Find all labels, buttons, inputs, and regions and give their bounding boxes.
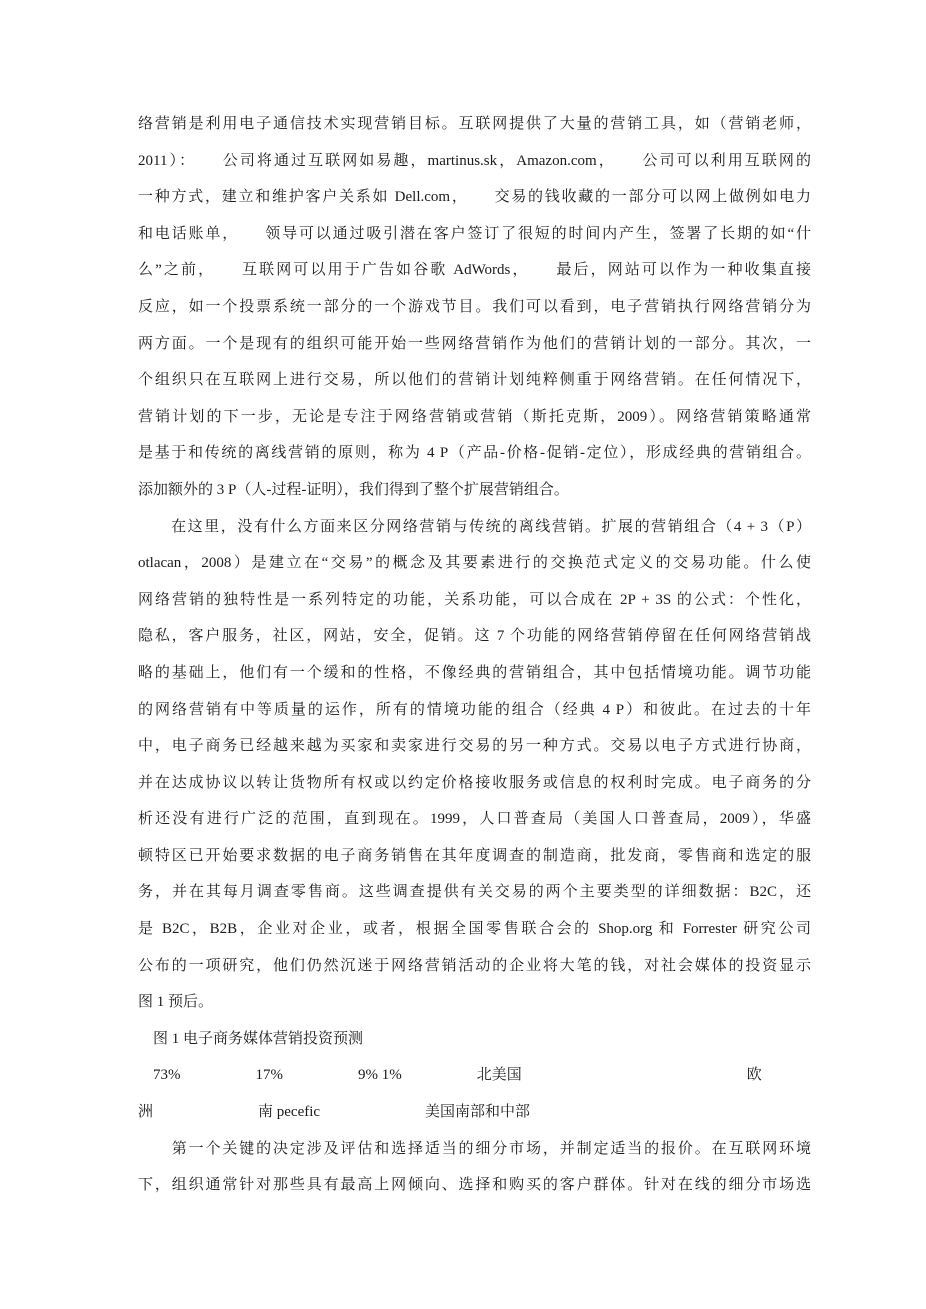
figure1-caption: 图 1 电子商务媒体营销投资预测	[138, 1030, 364, 1047]
doc-line: 析还没有进行广泛的范围，直到现在。1999，人口普查局（美国人口普查局，2009），华盛	[138, 811, 811, 828]
doc-line: 中，电子商务已经越来越为买家和卖家进行交易的另一种方式。交易以电子方式进行协商，	[138, 738, 811, 755]
doc-line: 第一个关键的决定涉及评估和选择适当的细分市场，并制定适当的报价。在互联网环境	[138, 1140, 811, 1157]
doc-line: 络营销是利用电子通信技术实现营销目标。互联网提供了大量的营销工具，如（营销老师，	[138, 116, 811, 132]
document-page	[138, 106, 811, 1204]
doc-line: 公布的一项研究，他们仍然沉迷于网络营销活动的企业将大笔的钱，对社会媒体的投资显示	[138, 957, 811, 974]
doc-line: 一种方式，建立和维护客户关系如 Dell.com， 交易的钱收藏的一部分可以网上做例如电力	[138, 189, 811, 206]
doc-line: 是基于和传统的离线营销的原则，称为 4 P（产品-价格-促销-定位），形成经典的营销组合。	[138, 445, 811, 462]
doc-line: 顿特区已开始要求数据的电子商务销售在其年度调查的制造商，批发商，零售商和选定的服	[138, 847, 811, 864]
figure1-data-row-2: 洲 南 pecefic 美国南部和中部	[138, 1104, 531, 1121]
doc-line: 2011）： 公司将通过互联网如易趣，martinus.sk，Amazon.com， 公司可以利用互联网的	[138, 152, 811, 169]
doc-line: 略的基础上，他们有一个缓和的性格，不像经典的营销组合，其中包括情境功能。调节功能	[138, 664, 811, 681]
figure1-data-row-1: 73% 17% 9% 1% 北美国 欧	[138, 1067, 762, 1084]
doc-line: 么”之前， 互联网可以用于广告如谷歌 AdWords， 最后，网站可以作为一种收集直接	[138, 262, 811, 279]
doc-line: 务，并在其每月调查零售商。这些调查提供有关交易的两个主要类型的详细数据：B2C，还	[138, 884, 811, 901]
doc-line: 是 B2C，B2B，企业对企业，或者，根据全国零售联合会的 Shop.org 和 Forrester 研究公司	[138, 921, 811, 938]
doc-line: 隐私，客户服务，社区，网站，安全，促销。这 7 个功能的网络营销停留在任何网络营销战	[138, 628, 811, 645]
doc-line: otlacan，2008）是建立在“交易”的概念及其要素进行的交换范式定义的交易功能。什么使	[138, 555, 811, 572]
doc-line: 反应，如一个投票系统一部分的一个游戏节目。我们可以看到，电子营销执行网络营销分为	[138, 298, 811, 315]
doc-line: 并在达成协议以转让货物所有权或以约定价格接收服务或信息的权利时完成。电子商务的分	[138, 774, 811, 791]
doc-line: 在这里，没有什么方面来区分网络营销与传统的离线营销。扩展的营销组合（4 + 3（P）	[138, 518, 811, 535]
doc-line: 图 1 预后。	[138, 994, 214, 1011]
doc-line: 的网络营销有中等质量的运作，所有的情境功能的组合（经典 4 P）和彼此。在过去的十年	[138, 701, 811, 718]
doc-line: 添加额外的 3 P（人-过程-证明），我们得到了整个扩展营销组合。	[138, 481, 569, 498]
doc-line: 营销计划的下一步，无论是专注于网络营销或营销（斯托克斯，2009）。网络营销策略通常	[138, 408, 811, 425]
doc-line: 两方面。一个是现有的组织可能开始一些网络营销作为他们的营销计划的一部分。其次，一	[138, 335, 811, 352]
doc-line: 和电话账单， 领导可以通过吸引潜在客户签订了很短的时间内产生，签署了长期的如“什	[138, 225, 811, 242]
doc-line: 个组织只在互联网上进行交易，所以他们的营销计划纯粹侧重于网络营销。在任何情况下，	[138, 372, 811, 389]
doc-line: 网络营销的独特性是一系列特定的功能，关系功能，可以合成在 2P + 3S 的公式：个性化，	[138, 591, 811, 608]
doc-line: 下，组织通常针对那些具有最高上网倾向、选择和购买的客户群体。针对在线的细分市场选	[138, 1177, 811, 1194]
